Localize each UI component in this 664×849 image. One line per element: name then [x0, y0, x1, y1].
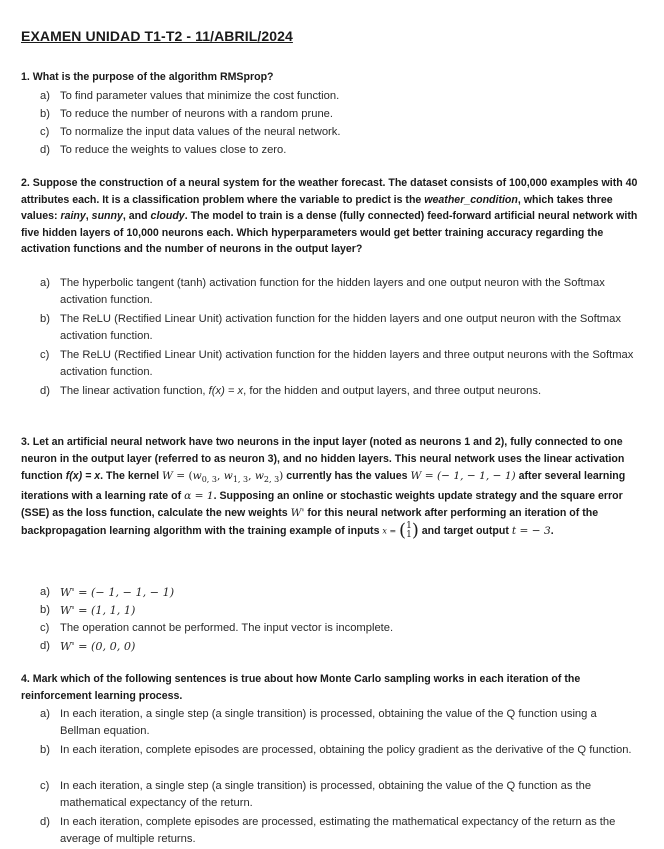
- option-letter: b): [40, 313, 50, 325]
- weight-subscript: 2, 3: [263, 475, 280, 485]
- q2-option-a[interactable]: [40, 275, 640, 310]
- option-text: W' = (− 1, − 1, − 1): [60, 586, 175, 599]
- option-text: To reduce the number of neurons with a random prune.: [60, 108, 334, 120]
- option-letter: a): [40, 277, 50, 289]
- option-text: The ReLU (Rectified Linear Unit) activation function for the hidden layers and one output neuron with the Softmax activation function.: [60, 313, 621, 343]
- question-text-part: after several learning iterations with a learning rate of: [21, 470, 626, 503]
- option-letter: d): [40, 640, 50, 652]
- q4-option-a[interactable]: [40, 706, 640, 741]
- option-text: , for the hidden and output layers, and three output neurons.: [243, 385, 542, 397]
- option-text: The operation cannot be performed. The input vector is incomplete.: [60, 622, 394, 634]
- input-vector-label: x =: [382, 526, 397, 536]
- class-value: sunny: [91, 210, 123, 223]
- option-letter: b): [40, 744, 50, 756]
- option-letter: d): [40, 144, 50, 156]
- function-expression: f(x) = x: [65, 470, 101, 482]
- question-4: [21, 671, 647, 704]
- q2-option-b[interactable]: [40, 311, 640, 346]
- exam-title: EXAMEN UNIDAD T1-T2 - 11/ABRIL/2024: [21, 28, 293, 44]
- question-text: What is the purpose of the algorithm RMSprop?: [32, 71, 274, 83]
- kernel-equals: = (: [172, 470, 193, 482]
- option-text: To normalize the input data values of the neural network.: [60, 126, 341, 138]
- option-letter: c): [40, 780, 50, 792]
- learning-rate: α = 1: [184, 490, 214, 503]
- kernel-close: ): [279, 470, 284, 482]
- weight-symbol: w: [223, 470, 233, 482]
- question-text: Mark which of the following sentences is true about how Monte Carlo sampling works in each iteration of the reinforcement learning process.: [21, 673, 581, 702]
- option-letter: a): [40, 90, 50, 102]
- input-vector-value: 1: [406, 530, 412, 541]
- question-text-part: . The model to train is a dense (fully connected) feed-forward artificial neural network with five hidden layers of 10,000 neurons each. Which hyperparameters would get better training accuracy regarding the activation functions and the number of neurons in the output layer?: [21, 210, 638, 256]
- question-text-part: Let an artificial neural network have two neurons in the input layer (noted as neurons 1 and 2), fully connected to one neuron in the output layer (referred to as neuron 3), and no hidden layers. This neural network uses the linear activation function: [21, 436, 625, 482]
- input-vector: x = ( 1 1 ): [382, 520, 419, 542]
- option-letter: c): [40, 622, 50, 634]
- question-1: [21, 69, 647, 86]
- option-letter: c): [40, 349, 50, 361]
- option-letter: a): [40, 708, 50, 720]
- option-text: The linear activation function,: [60, 385, 209, 397]
- q2-option-c[interactable]: [40, 347, 640, 382]
- separator: ,: [85, 210, 92, 223]
- weights-values: W = (− 1, − 1, − 1): [410, 470, 516, 482]
- option-text: To reduce the weights to values close to zero.: [60, 144, 287, 156]
- weight-symbol: w: [254, 470, 264, 482]
- question-text-part: and target output: [418, 524, 512, 537]
- option-text: The hyperbolic tangent (tanh) activation function for the hidden layers and one output neuron with the Softmax activation function.: [60, 277, 605, 307]
- q4-option-c[interactable]: [40, 778, 640, 813]
- question-text-part: . The kernel: [100, 470, 162, 482]
- question-text-part: , which takes three values:: [21, 193, 613, 223]
- q4-option-b[interactable]: [40, 742, 640, 759]
- q3-option-d[interactable]: [40, 638, 640, 656]
- q3-option-b[interactable]: [40, 602, 640, 620]
- weight-subscript: 0, 3: [201, 475, 217, 485]
- option-text: In each iteration, a single step (a single transition) is processed, obtaining the value of the Q function using a Bellman equation.: [60, 708, 597, 738]
- target-output: t = − 3: [511, 524, 551, 537]
- option-letter: c): [40, 126, 50, 138]
- question-text-part: Suppose the construction of a neural system for the weather forecast. The dataset consists of 100,000 examples with 40 attributes each. It is a classification problem where the variable to predict is the: [21, 177, 638, 206]
- option-text: W' = (0, 0, 0): [60, 640, 136, 653]
- option-letter: d): [40, 816, 50, 828]
- new-weights-symbol: W': [290, 507, 305, 520]
- q1-option-a[interactable]: [40, 88, 640, 105]
- q3-option-c[interactable]: [40, 620, 640, 637]
- question-text-part: for this neural network after performing an iteration of the backpropagation learning algorithm with the training example of inputs: [21, 507, 599, 537]
- q1-option-b[interactable]: [40, 106, 640, 123]
- question-3: 3. Let an artificial neural network have two neurons in the input layer (noted as neurons 1 and 2), fully connected to one neuron in the output layer (referred to as neuron 3), and no hidden layers. This neural network uses the linear activation function f(x) = x. The kernel $W = (w_{0, 3}$, $w_{1, 3}$, $w_{2, 3}$) currently has the values W = (− 1, − 1, − 1) after several learning iterations with a learning rate of α = 1. Supposing an online or stochastic weights update strategy and the square error (SSE) as the loss function, calculate the new weights W' for this neural network after performing an iteration of the backpropagation learning algorithm with the training example of inputs x = ( 1 1 ) and target output t = − 3.: [21, 436, 626, 542]
- option-text: In each iteration, complete episodes are processed, obtaining the policy gradient as the derivative of the Q function.: [60, 744, 632, 756]
- input-vector-value: 1: [406, 521, 412, 532]
- question-text-part: .: [550, 524, 554, 537]
- q1-option-c[interactable]: [40, 124, 640, 141]
- separator: , and: [122, 210, 151, 223]
- option-text: W' = (1, 1, 1): [60, 604, 136, 617]
- kernel-symbol: W: [162, 470, 173, 482]
- option-text: To find parameter values that minimize the cost function.: [60, 90, 340, 102]
- option-letter: b): [40, 108, 50, 120]
- class-value: rainy: [60, 210, 86, 223]
- weight-symbol: w: [192, 470, 202, 482]
- function-expression: f(x) = x: [208, 385, 244, 397]
- option-text: In each iteration, a single step (a single transition) is processed, obtaining the value of the Q function as the mathematical expectancy of the return.: [60, 780, 592, 810]
- question-text-part: . Supposing an online or stochastic weights update strategy and the square error (SSE) as the loss function, calculate the new weights: [21, 490, 623, 520]
- option-letter: b): [40, 604, 50, 616]
- weight-subscript: 1, 3: [232, 475, 249, 485]
- q2-option-d[interactable]: [40, 383, 640, 400]
- option-text: In each iteration, complete episodes are processed, estimating the mathematical expectancy of the return as the average of multiple returns.: [60, 816, 616, 846]
- option-letter: d): [40, 385, 50, 397]
- question-2: [21, 175, 647, 258]
- q4-option-d[interactable]: [40, 814, 640, 849]
- question-text-part: currently has the values: [283, 470, 411, 482]
- variable-name: weather_condition: [424, 193, 518, 206]
- question-number: 4.: [21, 673, 30, 685]
- question-number: 1.: [21, 71, 30, 83]
- class-value: cloudy: [150, 210, 185, 223]
- question-number: 2.: [21, 177, 30, 189]
- option-letter: a): [40, 586, 50, 598]
- question-number: 3.: [21, 436, 30, 448]
- q3-option-a[interactable]: [40, 584, 640, 602]
- q1-option-d[interactable]: [40, 142, 640, 159]
- option-text: The ReLU (Rectified Linear Unit) activation function for the hidden layers and three output neurons with the Softmax activation function.: [60, 349, 634, 379]
